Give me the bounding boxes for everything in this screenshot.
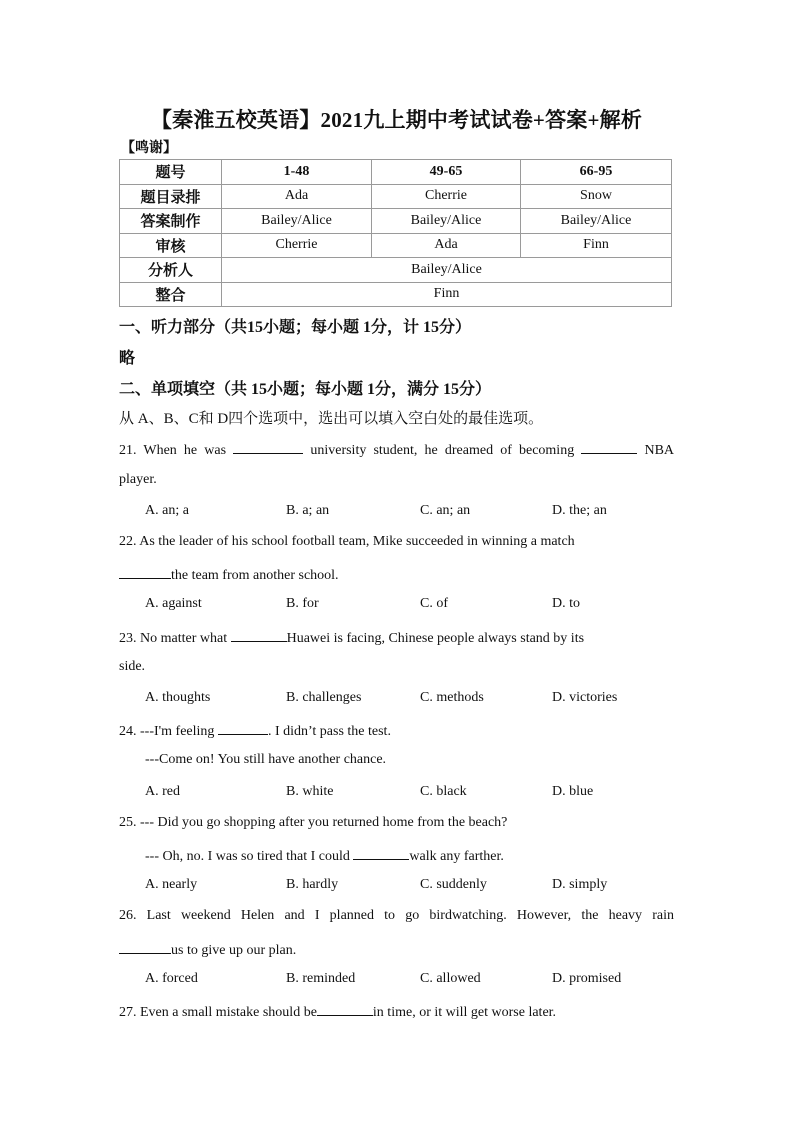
answer-blank <box>119 565 171 579</box>
table-row <box>120 160 672 185</box>
answer-blank <box>231 628 287 642</box>
option-a: A. an; a <box>145 503 189 518</box>
section2-instruction: 从 A、B、C和 D四个选项中，选出可以填入空白处的最佳选项。 <box>119 411 544 427</box>
answer-blank <box>317 1002 373 1016</box>
question-text: Huawei is facing, Chinese people always stand by its <box>286 631 585 646</box>
table-cell: Ada <box>222 184 372 209</box>
table-cell: Bailey/Alice <box>372 209 521 234</box>
option-d: D. to <box>552 596 580 611</box>
table-cell: Cherrie <box>372 184 521 209</box>
table-row-header: 分析人 <box>120 258 222 283</box>
section2-title: 二、单项填空（共 15小题；每小题 1分，满分 15分） <box>119 381 492 398</box>
question-21-line2: player. <box>119 472 157 487</box>
option-c: C. allowed <box>420 971 481 986</box>
table-row-header: 整合 <box>120 282 222 307</box>
question-23-line2: side. <box>119 659 146 674</box>
question-25-line2 <box>145 846 504 865</box>
option-d: D. promised <box>552 971 622 986</box>
option-a: A. red <box>145 784 180 799</box>
question-text: us to give up our plan. <box>171 943 297 958</box>
option-d: D. victories <box>552 690 618 705</box>
option-b: B. a; an <box>286 503 330 518</box>
table-row <box>120 258 672 283</box>
option-c: C. black <box>420 784 467 799</box>
page-title: 【秦淮五校英语】2021九上期中考试试卷+答案+解析 <box>150 108 643 132</box>
option-d: D. blue <box>552 784 594 799</box>
question-text: . I didn’t pass the test. <box>267 724 391 739</box>
option-a: A. against <box>145 596 202 611</box>
option-c: C. of <box>420 596 448 611</box>
question-21-options <box>145 503 665 523</box>
question-text: in time, or it will get worse later. <box>372 1005 557 1020</box>
option-c: C. an; an <box>420 503 471 518</box>
question-text: --- Oh, no. I was so tired that I could <box>145 849 350 864</box>
table-header-cell: 66-95 <box>521 160 672 185</box>
section1-title: 一、听力部分（共15小题；每小题 1分，计 15分） <box>119 319 472 336</box>
option-a: A. nearly <box>145 877 198 892</box>
question-23-line1 <box>119 628 674 647</box>
table-row-header: 题目录排 <box>120 184 222 209</box>
question-24-options <box>145 784 665 804</box>
question-text: 24. ---I'm feeling <box>119 724 215 739</box>
answer-blank <box>218 721 268 735</box>
credits-table <box>119 159 672 307</box>
option-a: A. forced <box>145 971 198 986</box>
table-cell: Finn <box>521 233 672 258</box>
section1-note: 略 <box>119 350 136 367</box>
question-text: 27. Even a small mistake should be <box>119 1005 317 1020</box>
question-25-options <box>145 877 665 897</box>
question-text: university student, he dreamed of becoming <box>310 443 575 458</box>
table-cell: Ada <box>372 233 521 258</box>
answer-blank <box>233 440 303 454</box>
table-cell: Finn <box>222 282 672 307</box>
option-c: C. methods <box>420 690 484 705</box>
question-text: walk any farther. <box>409 849 504 864</box>
question-text: 23. No matter what <box>119 631 228 646</box>
question-26-options <box>145 971 665 991</box>
question-21-line1 <box>119 440 674 459</box>
option-b: B. hardly <box>286 877 339 892</box>
table-cell: Cherrie <box>222 233 372 258</box>
table-cell: Bailey/Alice <box>222 258 672 283</box>
question-24-line1 <box>119 721 674 740</box>
table-cell: Snow <box>521 184 672 209</box>
table-header-cell: 题号 <box>120 160 222 185</box>
table-row <box>120 282 672 307</box>
thanks-label: 【鸣谢】 <box>121 141 177 156</box>
question-26-line2 <box>119 940 674 959</box>
table-row <box>120 233 672 258</box>
option-b: B. challenges <box>286 690 362 705</box>
question-text: NBA <box>644 443 675 458</box>
question-22-options <box>145 596 665 616</box>
option-d: D. simply <box>552 877 608 892</box>
answer-blank <box>353 846 409 860</box>
question-22-line1: 22. As the leader of his school football team, Mike succeeded in winning a match <box>119 534 575 549</box>
question-23-options <box>145 690 665 710</box>
question-27-line1 <box>119 1002 674 1021</box>
table-cell: Bailey/Alice <box>222 209 372 234</box>
option-b: B. reminded <box>286 971 356 986</box>
option-b: B. for <box>286 596 319 611</box>
table-cell: Bailey/Alice <box>521 209 672 234</box>
option-b: B. white <box>286 784 334 799</box>
question-25-line1: 25. --- Did you go shopping after you returned home from the beach? <box>119 815 508 830</box>
table-row-header: 答案制作 <box>120 209 222 234</box>
answer-blank <box>119 940 171 954</box>
question-24-line2: ---Come on! You still have another chance. <box>145 752 387 767</box>
table-row <box>120 209 672 234</box>
answer-blank <box>581 440 637 454</box>
question-22-line2 <box>119 565 674 584</box>
table-header-cell: 49-65 <box>372 160 521 185</box>
table-row <box>120 184 672 209</box>
option-d: D. the; an <box>552 503 607 518</box>
table-header-cell: 1-48 <box>222 160 372 185</box>
question-text: the team from another school. <box>171 568 339 583</box>
question-26-line1: 26. Last weekend Helen and I planned to go birdwatching. However, the heavy rain <box>119 908 674 923</box>
option-a: A. thoughts <box>145 690 211 705</box>
option-c: C. suddenly <box>420 877 487 892</box>
question-text: 21. When he was <box>119 443 227 458</box>
table-row-header: 审核 <box>120 233 222 258</box>
